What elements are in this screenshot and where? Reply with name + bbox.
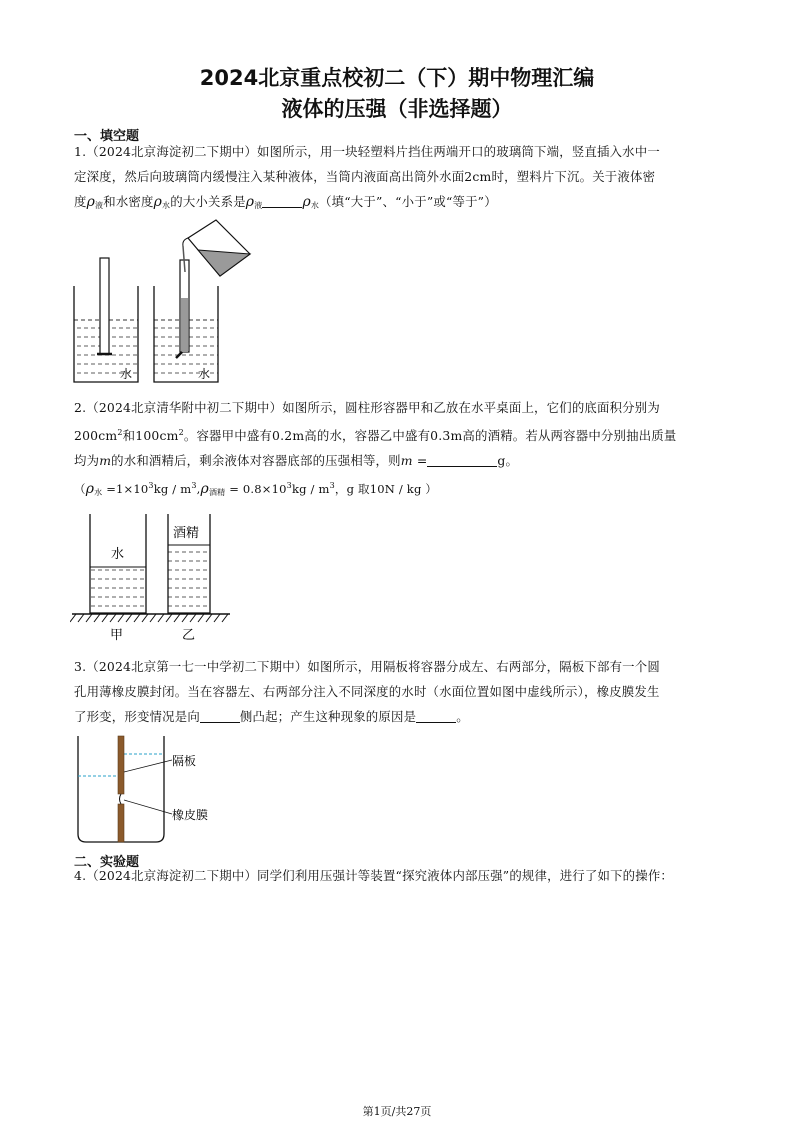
water-label: 水	[120, 367, 133, 381]
answer-blank[interactable]	[262, 194, 302, 208]
section-fill-in-blank: 一、填空题	[74, 129, 140, 144]
label-yi: 乙	[182, 628, 196, 643]
q3-line-3: 了形变，形变情况是向 侧凸起；产生这种现象的原因是 。	[74, 709, 469, 724]
partition-label: 隔板	[172, 754, 197, 768]
table-surface	[70, 614, 230, 622]
container-jia	[90, 514, 146, 613]
pouring-beaker	[183, 220, 250, 276]
page-footer: 第1页/共27页	[362, 1105, 432, 1118]
membrane-label: 橡皮膜	[172, 808, 209, 822]
partition-board	[118, 736, 124, 842]
rho-symbol: ρ	[245, 194, 255, 210]
q1-line-2: 定深度，然后向玻璃筒内缓慢注入某种液体，当筒内液面高出筒外水面2cm时，塑料片下沉。关于液体密	[74, 169, 656, 184]
rho-symbol: ρ	[302, 194, 311, 210]
q2-line-4-constants: （$\rho_水 =1\times 10^3kg / m^3,\rho_{酒精} = 0.8\times 10^3kg / m^3$，g 取10N / kg ）	[74, 481, 438, 497]
q4-line-1: 4.（2024北京海淀初二下期中）同学们利用压强计等装置“探究液体内部压强”的规律，进行了如下的操作：	[74, 868, 674, 883]
question-4	[74, 863, 724, 888]
question-2	[74, 395, 724, 505]
q1-line-3: 度$\rho_液$和水密度$\rho_水$的大小关系是$\rho_液$ $\rho_水$（填“大于”、“小于”或“等于”）	[74, 194, 497, 210]
document-subtitle: 液体的压强（非选择题）	[281, 97, 513, 121]
q1-line-1: 1.（2024北京海淀初二下期中）如图所示，用一块轻塑料片挡住两端开口的玻璃筒下端，竖直插入水中一	[74, 144, 660, 159]
rho-symbol: ρ	[86, 194, 96, 210]
q2-line-1: 2.（2024北京清华附中初二下期中）如图所示，圆柱形容器甲和乙放在水平桌面上，它们的底面积分别为	[74, 400, 660, 415]
rho-symbol: ρ	[153, 194, 163, 210]
label-jia: 甲	[110, 628, 124, 643]
question-1	[74, 139, 724, 218]
q3-line-1: 3.（2024北京第一七一中学初二下期中）如图所示，用隔板将容器分成左、右两部分，隔板下部有一个圆	[74, 659, 660, 674]
q2-line-2: $200cm^2$和$100cm^2$。容器甲中盛有0.2m高的水，容器乙中盛有0.3m高的酒精。若从两容器中分别抽出质量	[74, 428, 677, 443]
beaker-left	[74, 258, 138, 382]
water-label: 水	[198, 367, 211, 381]
water-label: 水	[111, 547, 125, 562]
rubber-membrane	[120, 794, 122, 804]
figure-q3-partition	[70, 734, 230, 846]
alcohol-label: 酒精	[173, 526, 200, 541]
q2-line-3: 均为m的水和酒精后，剩余液体对容器底部的压强相等，则m = g。	[74, 453, 519, 468]
figure-q1-glass-tube	[70, 216, 255, 388]
answer-blank[interactable]	[427, 453, 497, 467]
beaker-right	[154, 246, 218, 382]
container-yi	[168, 514, 210, 613]
figure-q2-containers	[70, 512, 235, 644]
answer-blank[interactable]	[416, 709, 456, 723]
section-experiment: 二、实验题	[74, 855, 140, 870]
q3-line-2: 孔用薄橡皮膜封闭。当在容器左、右两部分注入不同深度的水时（水面位置如图中虚线所示），橡皮膜发生	[74, 684, 660, 699]
document-title: 2024北京重点校初二（下）期中物理汇编	[199, 66, 595, 90]
answer-blank[interactable]	[200, 709, 240, 723]
question-3	[74, 654, 724, 729]
